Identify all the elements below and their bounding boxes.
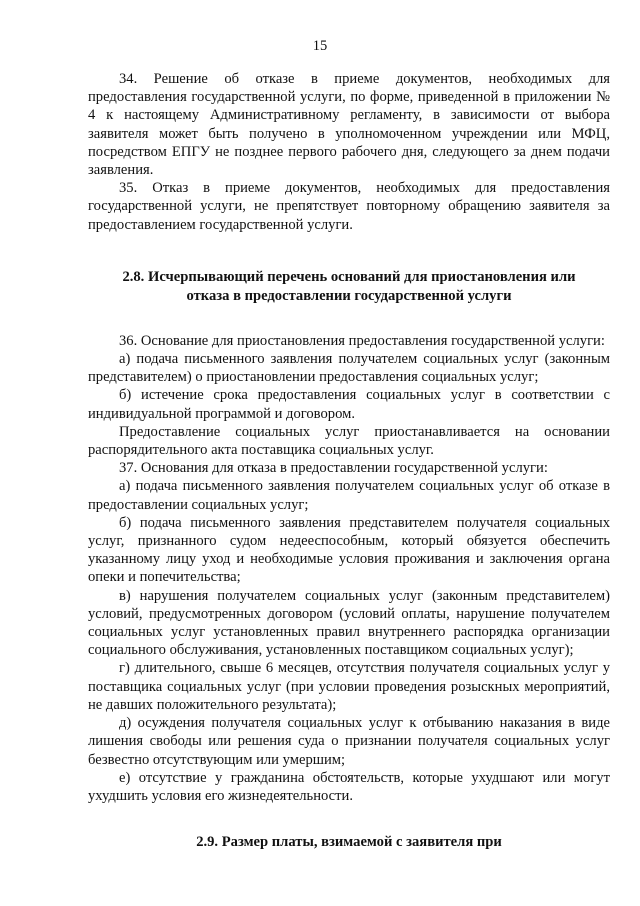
paragraph-36: 36. Основание для приостановления предоставления государственной услуги: <box>119 332 605 349</box>
paragraph-37-e: е) отсутствие у гражданина обстоятельств, которые ухудшают или могут ухудшить условия его жизнедеятельности. <box>88 769 610 804</box>
section-heading-2-9: 2.9. Размер платы, взимаемой с заявителя при <box>196 834 502 851</box>
section-heading-2-8: 2.8. Исчерпывающий перечень оснований для приостановления или отказа в предоставлении государственной услуги <box>122 268 576 304</box>
page-number: 15 <box>312 38 328 54</box>
paragraph-37-d: д) осуждения получателя социальных услуг к отбыванию наказания в виде лишения свободы или решения суда о признании получателя социальных услуг безвестно отсутствующим или умершим; <box>88 715 610 768</box>
paragraph-35: 35. Отказ в приеме документов, необходимых для предоставления государственной услуги, не препятствует повторному обращению заявителя за предоставлением государственной услуги. <box>88 180 610 233</box>
document-body <box>88 70 610 851</box>
paragraph-37-v: в) нарушения получателем социальных услуг (законным представителем) условий, предусмотренных договором (условий оплаты, нарушение получателем социальных услуг установленных правил внутреннего распорядка организации социального обслуживания, установленных поставщиком социальных услуг); <box>88 587 610 659</box>
paragraph-37-b: б) подача письменного заявления представителем получателя социальных услуг, признанного судом недееспособным, который обязуется обеспечить указанному лицу уход и необходимые условия проживания и заключения органа опеки и попечительства; <box>88 514 610 586</box>
paragraph-36-note: Предоставление социальных услуг приостанавливается на основании распорядительного акта поставщика социальных услуг. <box>88 423 610 459</box>
paragraph-37-g: г) длительного, свыше 6 месяцев, отсутствия получателя социальных услуг у поставщика социальных услуг (при условии проведения розыскных мероприятий, не давших положительного результата); <box>88 660 610 713</box>
paragraph-36-a: а) подача письменного заявления получателем социальных услуг (законным представителем) о приостановлении предоставления социальных услуг; <box>88 351 610 386</box>
paragraph-34: 34. Решение об отказе в приеме документов, необходимых для предоставления государственной услуги, по форме, приведенной в приложении № 4 к настоящему Административному регламенту, в зависимости от выбора заявителя может быть получено в уполномоченном учреждении или МФЦ, посредством ЕПГУ не позднее первого рабочего дня, следующего за днем подачи заявления. <box>88 71 610 179</box>
paragraph-36-b: б) истечение срока предоставления социальных услуг в соответствии с индивидуальной программой и договором. <box>88 387 610 422</box>
paragraph-37: 37. Основания для отказа в предоставлении государственной услуги: <box>119 460 548 477</box>
paragraph-37-a: а) подача письменного заявления получателем социальных услуг об отказе в предоставлении социальных услуг; <box>88 478 610 513</box>
